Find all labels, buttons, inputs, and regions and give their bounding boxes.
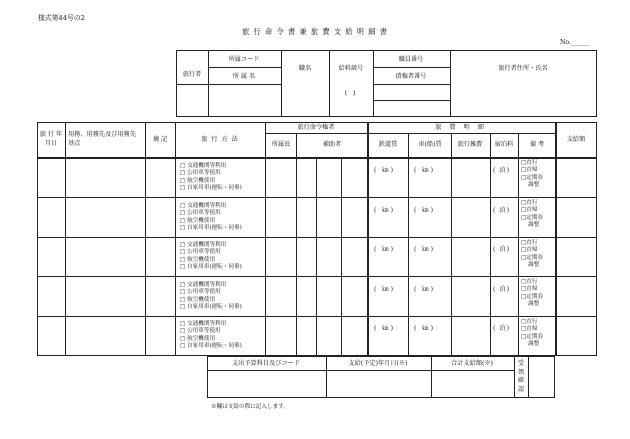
no-label: No. (560, 39, 571, 46)
direct-return-checkbox[interactable]: □直帰 (521, 207, 538, 214)
adjustment-label: 調整 (528, 222, 540, 229)
rail-km-field[interactable]: ( ㎞) (374, 246, 395, 253)
remark-options[interactable] (521, 200, 543, 230)
nights-field[interactable]: ( 泊) (493, 286, 510, 293)
direct-return-checkbox[interactable]: □直帰 (521, 167, 538, 174)
remark-options[interactable] (521, 279, 543, 309)
form-title: 旅 行 命 令 書 兼 旅 費 支 給 明 細 書 (242, 27, 388, 36)
col-payment-amount: 支給額 (566, 136, 586, 143)
method-public-transport-checkbox[interactable]: □ 交通機関等利用 (180, 163, 227, 169)
nights-field[interactable]: ( 泊) (493, 325, 510, 332)
commuter-pass-checkbox[interactable]: □定期券 (521, 174, 544, 181)
direct-departure-checkbox[interactable]: □直行 (521, 240, 538, 246)
direct-departure-checkbox[interactable]: □直行 (521, 200, 538, 206)
travel-method-options[interactable] (180, 282, 242, 312)
method-official-car-checkbox[interactable]: □ 公用車等使用 (180, 249, 221, 256)
commuter-pass-checkbox[interactable]: □定期券 (521, 254, 544, 261)
method-airplane-checkbox[interactable]: □ 航空機使用 (180, 177, 216, 184)
direct-return-checkbox[interactable]: □直帰 (521, 286, 538, 293)
col-purpose: 用務、用務先及び用務先基点 (68, 131, 137, 147)
col-car-ship-fare: 車(船)賃 (418, 141, 442, 148)
col-order-authority: 旅行命令権者 (297, 124, 335, 131)
direct-return-checkbox[interactable]: □直帰 (521, 326, 538, 333)
col-notes: 摘 記 (152, 136, 168, 143)
method-airplane-checkbox[interactable]: □ 航空機使用 (180, 335, 216, 342)
method-official-car-checkbox[interactable]: □ 公用車等使用 (180, 210, 221, 217)
nights-field[interactable]: ( 泊) (493, 207, 510, 214)
document-number-label: No.______ (560, 39, 590, 46)
car-km-field[interactable]: ( ㎞) (414, 207, 435, 214)
receipt-confirm-label: 受領確認 (517, 360, 525, 393)
col-remarks: 備 考 (529, 141, 545, 148)
travel-method-options[interactable] (180, 321, 242, 351)
col-misc-expenses: 旅行雑費 (457, 141, 483, 148)
total-payment-label: 合計支給額(※) (451, 360, 493, 367)
job-title-label: 職名 (298, 65, 312, 72)
budget-code-label: 支出予算科目及びコード (231, 360, 301, 367)
col-dept-head: 所属長 (271, 141, 291, 148)
col-lodging: 宿泊料 (494, 141, 514, 148)
travel-method-options[interactable] (180, 203, 242, 233)
method-private-car-checkbox[interactable]: □ 自家用車(運転・同乗) (180, 185, 242, 192)
commuter-pass-checkbox[interactable]: □定期券 (521, 333, 544, 340)
method-private-car-checkbox[interactable]: □ 自家用車(運転・同乗) (180, 225, 242, 232)
adjustment-label: 調整 (528, 262, 540, 269)
rail-km-field[interactable]: ( ㎞) (374, 207, 395, 214)
creditor-number-label: 債権者番号 (395, 73, 427, 80)
remark-options[interactable] (521, 160, 543, 190)
direct-departure-checkbox[interactable]: □直行 (521, 160, 538, 166)
traveler-address-name-label: 旅行者住所・氏名 (498, 65, 548, 72)
salary-grade-paren: ( ) (344, 90, 358, 97)
direct-departure-checkbox[interactable]: □直行 (521, 319, 538, 325)
car-km-field[interactable]: ( ㎞) (414, 167, 435, 174)
method-public-transport-checkbox[interactable]: □ 交通機関等利用 (180, 203, 227, 209)
method-official-car-checkbox[interactable]: □ 公用車等使用 (180, 289, 221, 296)
rail-km-field[interactable]: ( ㎞) (374, 325, 395, 332)
col-travel-method: 旅 行 方 法 (201, 136, 239, 143)
car-km-field[interactable]: ( ㎞) (414, 325, 435, 332)
rail-km-field[interactable]: ( ㎞) (374, 286, 395, 293)
remark-options[interactable] (521, 240, 543, 270)
adjustment-label: 調整 (528, 182, 540, 189)
adjustment-label: 調整 (528, 341, 540, 348)
method-official-car-checkbox[interactable]: □ 公用車等使用 (180, 170, 221, 177)
car-km-field[interactable]: ( ㎞) (414, 286, 435, 293)
col-expense-details: 旅 費 明 細 (435, 124, 487, 131)
affiliation-code-label: 所属コード (228, 56, 260, 63)
adjustment-label: 調整 (528, 301, 540, 308)
method-public-transport-checkbox[interactable]: □ 交通機関等利用 (180, 282, 227, 288)
method-private-car-checkbox[interactable]: □ 自家用車(運転・同乗) (180, 264, 242, 271)
form-number: 様式第44号の2 (38, 14, 85, 22)
col-rail-fare: 鉄道賃 (378, 141, 398, 148)
method-private-car-checkbox[interactable]: □ 自家用車(運転・同乗) (180, 343, 242, 350)
affiliation-name-label: 所 属 名 (232, 73, 256, 80)
payment-date-label: 支給(予定)年月日(※) (348, 360, 408, 367)
nights-field[interactable]: ( 泊) (493, 167, 510, 174)
direct-return-checkbox[interactable]: □直帰 (521, 247, 538, 254)
remark-options[interactable] (521, 319, 543, 349)
method-official-car-checkbox[interactable]: □ 公用車等使用 (180, 328, 221, 335)
method-public-transport-checkbox[interactable]: □ 交通機関等利用 (180, 321, 227, 327)
commuter-pass-checkbox[interactable]: □定期券 (521, 214, 544, 221)
method-airplane-checkbox[interactable]: □ 航空機使用 (180, 217, 216, 224)
traveler-label: 旅行者 (182, 71, 202, 78)
travel-method-options[interactable] (180, 242, 242, 272)
col-travel-dates: 旅 行 年月日 (39, 131, 63, 147)
salary-grade-label: 給料級号 (338, 65, 364, 72)
car-km-field[interactable]: ( ㎞) (414, 246, 435, 253)
method-airplane-checkbox[interactable]: □ 航空機使用 (180, 296, 216, 303)
col-assistant: 補助者 (322, 141, 342, 148)
method-public-transport-checkbox[interactable]: □ 交通機関等利用 (180, 242, 227, 248)
nights-field[interactable]: ( 泊) (493, 246, 510, 253)
employee-number-label: 職員番号 (398, 56, 424, 63)
commuter-pass-checkbox[interactable]: □定期券 (521, 293, 544, 300)
travel-method-options[interactable] (180, 163, 242, 193)
method-private-car-checkbox[interactable]: □ 自家用車(運転・同乗) (180, 304, 242, 311)
direct-departure-checkbox[interactable]: □直行 (521, 279, 538, 285)
footer-note: ※欄は支給の際に記入します。 (211, 404, 289, 410)
rail-km-field[interactable]: ( ㎞) (374, 167, 395, 174)
method-airplane-checkbox[interactable]: □ 航空機使用 (180, 256, 216, 263)
